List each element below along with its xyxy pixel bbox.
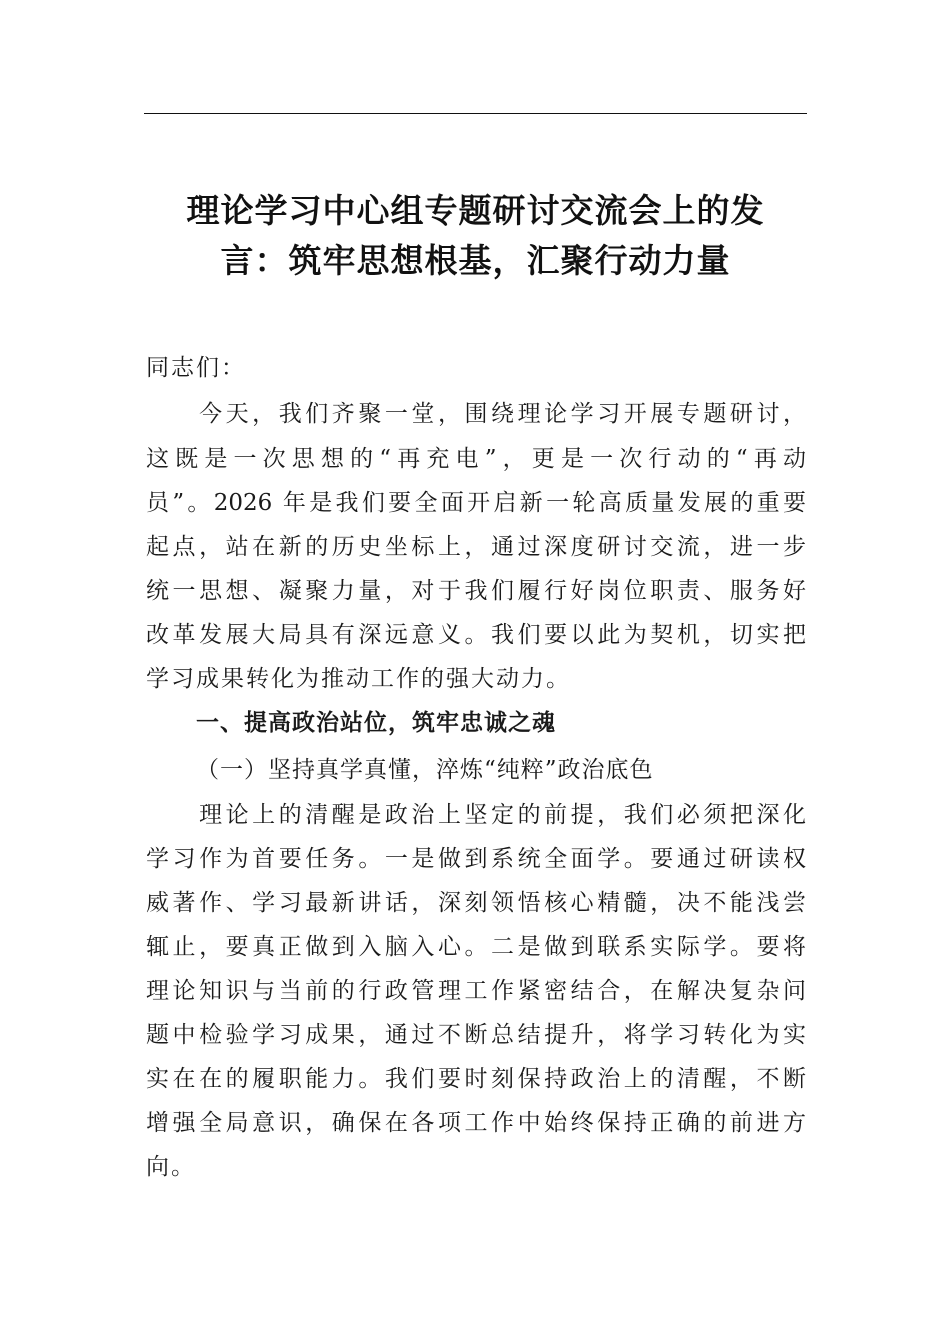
subsection-heading: （一）坚持真学真懂，淬炼“纯粹”政治底色	[196, 757, 654, 783]
paragraph-line: 这既是一次思想的“再充电”，更是一次行动的“再动	[146, 446, 806, 472]
paragraph-line: 实在在的履职能力。我们要时刻保持政治上的清醒，不断	[146, 1066, 806, 1092]
salutation: 同志们：	[146, 355, 246, 381]
paragraph-line: 辄止，要真正做到入脑入心。二是做到联系实际学。要将	[146, 934, 806, 960]
paragraph-line: 威著作、学习最新讲话，深刻领悟核心精髓，决不能浅尝	[146, 890, 806, 916]
paragraph-line: 学习成果转化为推动工作的强大动力。	[146, 666, 571, 692]
paragraph-line: 题中检验学习成果，通过不断总结提升，将学习转化为实	[146, 1022, 806, 1048]
paragraph-line: 统一思想、凝聚力量，对于我们履行好岗位职责、服务好	[146, 578, 806, 604]
paragraph-line: 学习作为首要任务。一是做到系统全面学。要通过研读权	[146, 846, 806, 872]
paragraph-line: 向。	[146, 1154, 196, 1180]
paragraph-line: 理论上的清醒是政治上坚定的前提，我们必须把深化	[146, 802, 806, 828]
title-line-1: 理论学习中心组专题研讨交流会上的发	[186, 191, 765, 230]
header-rule	[144, 113, 807, 114]
paragraph-line: 今天，我们齐聚一堂，围绕理论学习开展专题研讨，	[146, 401, 806, 427]
title-line-2: 言：筑牢思想根基，汇聚行动力量	[220, 241, 731, 280]
paragraph-line: 起点，站在新的历史坐标上，通过深度研讨交流，进一步	[146, 534, 806, 560]
section-heading: 一、提高政治站位，筑牢忠诚之魂	[196, 710, 556, 736]
paragraph-line: 员”。2026 年是我们要全面开启新一轮高质量发展的重要	[146, 490, 806, 516]
paragraph-line: 增强全局意识，确保在各项工作中始终保持正确的前进方	[146, 1110, 806, 1136]
paragraph-line: 理论知识与当前的行政管理工作紧密结合，在解决复杂问	[146, 978, 806, 1004]
paragraph-line: 改革发展大局具有深远意义。我们要以此为契机，切实把	[146, 622, 806, 648]
document-title	[144, 186, 807, 286]
